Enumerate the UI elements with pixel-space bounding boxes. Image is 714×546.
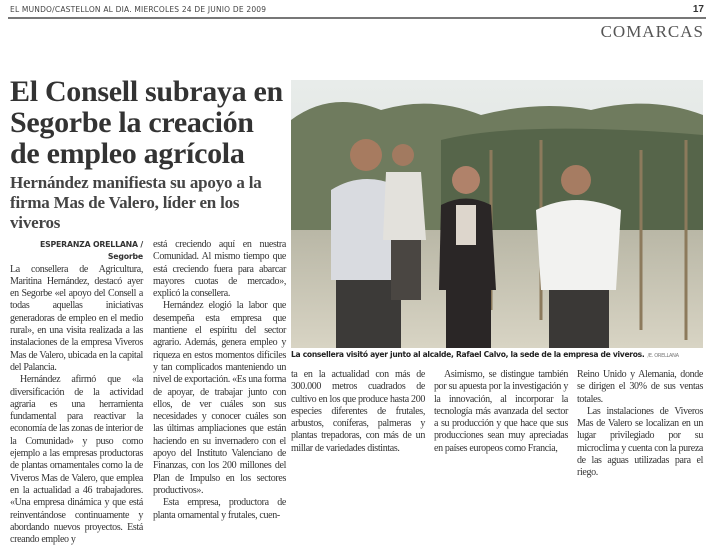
byline: ESPERANZA ORELLANA / Segorbe: [40, 240, 143, 262]
photo-caption: [291, 350, 703, 361]
article-columns-right: [291, 369, 703, 480]
paragraph: está creciendo aquí en nuestra Comunidad. Al mismo tiempo que está creciendo fuera para abarcar mayores cuotas de mercado», explicó la consellera.: [153, 239, 286, 300]
article-columns-left: [10, 239, 286, 546]
photo-nursery-visit: [291, 80, 703, 348]
page-number: 17: [692, 4, 704, 15]
caption-text: La consellera visitó ayer junto al alcalde, Rafael Calvo, la sede de la empresa de viveros.: [291, 350, 645, 359]
section-label: COMARCAS: [600, 22, 704, 41]
photo-credit: /E. ORELLANA: [647, 353, 679, 359]
article-left-block: [10, 76, 286, 546]
running-head: EL MUNDO/CASTELLON AL DIA. MIERCOLES 24 DE JUNIO DE 2009: [10, 5, 267, 14]
article-column-3: [291, 369, 425, 480]
header-rule: [8, 17, 706, 19]
paragraph: Asimismo, se distingue también por su apuesta por la investigación y la innovación, al incorporar la tecnología más avanzada del sector a su producción y que hace que sus producciones sean muy apreciadas en países europeos como Francia,: [434, 369, 568, 454]
article-photo: [291, 80, 703, 348]
headline: El Consell subraya en Segorbe la creación de empleo agrícola: [10, 75, 283, 170]
article-column-1: [10, 239, 143, 546]
paragraph: La consellera de Agricultura, Maritina Hernández, destacó ayer en Segorbe «el apoyo del Consell a todas aquellas iniciativas generadoras de empleo en el medio rural», en una visita realizada a las instalaciones de la empresa Viveros Mas de Valero, ubicada en la capital del Palancia.: [10, 263, 143, 373]
paragraph: ta en la actualidad con más de 300.000 metros cuadrados de cultivo en los que produce hasta 200 especies diferentes de frutales, arbustos, coníferas, palmeras y plantas trepadoras, con más de un millar de variedades distintas.: [291, 369, 425, 454]
article-column-5: [577, 369, 703, 480]
article-right-block: [291, 80, 703, 480]
paragraph: Las instalaciones de Viveros Mas de Valero se localizan en un lugar privilegiado por su microclima y cuenta con la pureza de las aguas utilizadas para el riego.: [577, 405, 703, 479]
paragraph: Hernández elogió la labor que desempeña esta empresa que mantiene el espíritu del sector agrario. Además, genera empleo y riqueza en estos momentos difíciles y tan complicados manteniendo un nivel de exportación. «Es una forma de apoyar, de trabajar junto con ellos, de ver cuáles son sus necesidades y conocer cuáles son las últimas ampliaciones que están haciendo en su invernadero con el apoyo del Instituto Valenciano de Finanzas, con los 200 millones del Plan de Impulso en los sectores productivos».: [153, 300, 286, 496]
subheadline: Hernández manifiesta su apoyo a la firma Mas de Valero, líder en los viveros: [10, 173, 262, 232]
article-column-2: [153, 239, 286, 546]
article-column-4: [434, 369, 568, 480]
paragraph: Esta empresa, productora de planta ornamental y frutales, cuen-: [153, 497, 286, 521]
paragraph: Reino Unido y Alemania, donde se dirigen el 30% de sus ventas totales.: [577, 369, 703, 405]
paragraph: Hernández afirmó que «la diversificación de la actividad agraria es una herramienta fundamental para reactivar la economía de las zonas de interior de la Comunidad» y puso como ejemplo a las empresas productoras de plantas ornamentales como la de Viveros Mas de Valero, que emplea en la actualidad a 46 trabajadores. «Una empresa dinámica y que está reinventándose continuamente y abordando nuevos proyectos. Está creando empleo y: [10, 374, 143, 546]
